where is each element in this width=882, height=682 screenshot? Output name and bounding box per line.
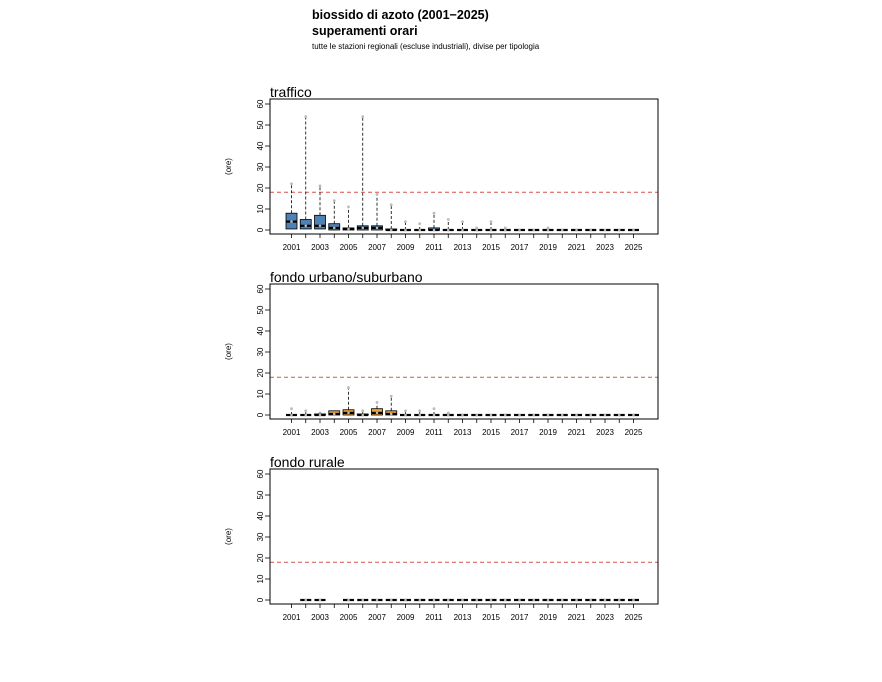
median-point <box>319 225 322 228</box>
median-point <box>618 599 621 602</box>
x-tick-label: 2005 <box>339 613 358 622</box>
median-point <box>447 599 450 602</box>
median-point <box>475 599 478 602</box>
box-2003 <box>315 599 326 602</box>
median-point <box>319 599 322 602</box>
box-2014 <box>471 599 482 602</box>
median-point <box>290 414 293 417</box>
median-point <box>333 227 336 230</box>
box-2015 <box>486 599 497 602</box>
median-point <box>418 414 421 417</box>
box-2018 <box>528 414 539 417</box>
y-tick-label: 50 <box>256 490 265 500</box>
median-point <box>532 414 535 417</box>
median-point <box>490 229 493 232</box>
median-point <box>304 414 307 417</box>
whisker-end-point <box>290 407 293 410</box>
box-2004 <box>329 411 340 415</box>
x-tick-label: 2013 <box>453 613 472 622</box>
x-tick-label: 2001 <box>282 428 301 437</box>
y-tick-label: 30 <box>256 347 265 357</box>
x-tick-label: 2015 <box>482 243 500 252</box>
box-2021 <box>571 229 582 232</box>
panel-title: fondo rurale <box>270 454 345 470</box>
x-tick-label: 2011 <box>425 428 443 437</box>
x-tick-label: 2017 <box>510 428 529 437</box>
median-point <box>589 229 592 232</box>
panel-1 <box>224 84 658 252</box>
y-tick-label: 40 <box>256 511 265 521</box>
y-axis-label: (ore) <box>224 343 233 360</box>
box-2009 <box>400 409 411 416</box>
box-2010 <box>414 222 425 231</box>
box-2025 <box>628 599 639 602</box>
y-tick-label: 0 <box>256 412 265 418</box>
box-2017 <box>514 414 525 417</box>
box-2015 <box>486 414 497 417</box>
median-point <box>575 229 578 232</box>
box-2022 <box>585 414 596 417</box>
median-point <box>390 229 393 232</box>
box-2012 <box>443 599 454 602</box>
box-2021 <box>571 599 582 602</box>
median-point <box>461 414 464 417</box>
median-point <box>475 229 478 232</box>
median-point <box>575 599 578 602</box>
median-point <box>347 228 350 231</box>
median-point <box>618 229 621 232</box>
box-body <box>300 220 311 229</box>
x-tick-label: 2003 <box>311 613 329 622</box>
whisker-end-point <box>404 409 407 412</box>
median-point <box>376 599 379 602</box>
median-point <box>490 414 493 417</box>
median-point <box>604 414 607 417</box>
x-tick-label: 2011 <box>425 243 443 252</box>
x-tick-label: 2019 <box>539 243 557 252</box>
x-tick-label: 2023 <box>596 243 614 252</box>
whisker-end-point <box>347 386 350 389</box>
median-point <box>547 229 550 232</box>
median-point <box>532 599 535 602</box>
median-point <box>561 599 564 602</box>
median-point <box>461 229 464 232</box>
box-2023 <box>600 229 611 232</box>
whisker-end-point <box>376 193 379 196</box>
x-tick-label: 2019 <box>539 428 557 437</box>
y-tick-label: 0 <box>256 227 265 233</box>
box-2023 <box>600 414 611 417</box>
plot-frame <box>270 284 658 419</box>
x-tick-label: 2013 <box>453 243 472 252</box>
box-2006 <box>357 599 368 602</box>
box-2015 <box>486 220 497 231</box>
median-point <box>418 599 421 602</box>
box-2024 <box>614 599 625 602</box>
box-2019 <box>543 227 554 232</box>
whisker-end-point <box>333 199 336 202</box>
box-2012 <box>443 412 454 417</box>
box-2016 <box>500 227 511 232</box>
median-point <box>504 599 507 602</box>
box-2023 <box>600 599 611 602</box>
x-tick-label: 2005 <box>339 243 358 252</box>
whisker-end-point <box>304 115 307 118</box>
median-point <box>604 599 607 602</box>
panel-title: fondo urbano/suburbano <box>270 269 423 285</box>
box-2007 <box>372 599 383 602</box>
box-2016 <box>500 599 511 602</box>
median-point <box>404 599 407 602</box>
x-tick-label: 2025 <box>624 428 643 437</box>
median-point <box>404 229 407 232</box>
x-tick-label: 2003 <box>311 243 329 252</box>
median-point <box>589 414 592 417</box>
box-2006 <box>357 115 368 230</box>
chart-subtitle: tutte le stazioni regionali (escluse industriali), divise per tipologia <box>312 42 540 51</box>
median-point <box>347 599 350 602</box>
box-2009 <box>400 220 411 231</box>
x-tick-label: 2017 <box>510 613 529 622</box>
whisker-end-point <box>319 185 322 188</box>
box-2006 <box>357 409 368 416</box>
y-tick-label: 30 <box>256 162 265 172</box>
box-2001 <box>286 182 297 229</box>
median-point <box>376 227 379 230</box>
median-point <box>376 412 379 415</box>
whisker-end-point <box>490 220 493 223</box>
y-tick-label: 40 <box>256 141 265 151</box>
median-point <box>361 414 364 417</box>
y-tick-label: 20 <box>256 553 265 563</box>
x-tick-label: 2011 <box>425 613 443 622</box>
box-2002 <box>300 115 311 229</box>
box-2013 <box>457 414 468 417</box>
whisker-end-point <box>361 409 364 412</box>
box-2004 <box>329 199 340 230</box>
whisker-end-point <box>376 401 379 404</box>
y-tick-label: 20 <box>256 183 265 193</box>
median-point <box>290 220 293 223</box>
median-point <box>632 599 635 602</box>
median-point <box>361 227 364 230</box>
box-2008 <box>386 599 397 602</box>
x-tick-label: 2015 <box>482 613 500 622</box>
y-tick-label: 50 <box>256 305 265 315</box>
panel-3 <box>224 454 658 622</box>
box-2013 <box>457 599 468 602</box>
box-2011 <box>429 212 440 232</box>
box-2018 <box>528 229 539 232</box>
box-2014 <box>471 227 482 232</box>
y-tick-label: 60 <box>256 284 265 294</box>
box-2022 <box>585 229 596 232</box>
median-point <box>418 229 421 232</box>
box-2020 <box>557 414 568 417</box>
x-tick-label: 2007 <box>368 428 386 437</box>
box-2014 <box>471 414 482 417</box>
x-tick-label: 2005 <box>339 428 358 437</box>
x-tick-label: 2009 <box>396 243 415 252</box>
box-2021 <box>571 414 582 417</box>
x-tick-label: 2015 <box>482 428 500 437</box>
x-tick-label: 2023 <box>596 428 614 437</box>
median-point <box>447 229 450 232</box>
y-tick-label: 40 <box>256 326 265 336</box>
median-point <box>518 414 521 417</box>
median-point <box>390 599 393 602</box>
box-2002 <box>300 409 311 416</box>
chart-title-line-2: superamenti orari <box>312 24 418 38</box>
median-point <box>433 229 436 232</box>
y-tick-label: 10 <box>256 204 265 214</box>
panel-2 <box>224 269 658 437</box>
whisker-end-point <box>418 409 421 412</box>
x-tick-label: 2003 <box>311 428 329 437</box>
y-tick-label: 20 <box>256 368 265 378</box>
median-point <box>433 414 436 417</box>
median-point <box>475 414 478 417</box>
median-point <box>632 414 635 417</box>
x-tick-label: 2009 <box>396 428 415 437</box>
median-point <box>518 229 521 232</box>
box-2003 <box>315 185 326 229</box>
box-2019 <box>543 414 554 417</box>
y-tick-label: 10 <box>256 574 265 584</box>
whisker-end-point <box>361 115 364 118</box>
y-tick-label: 60 <box>256 469 265 479</box>
whisker-end-point <box>433 212 436 215</box>
plot-frame <box>270 99 658 234</box>
median-point <box>532 229 535 232</box>
median-point <box>575 414 578 417</box>
whisker-end-point <box>290 182 293 185</box>
median-point <box>433 599 436 602</box>
median-point <box>518 599 521 602</box>
box-2002 <box>300 599 311 602</box>
median-point <box>447 414 450 417</box>
whisker-end-point <box>390 203 393 206</box>
median-point <box>333 413 336 416</box>
median-point <box>547 599 550 602</box>
y-tick-label: 30 <box>256 532 265 542</box>
x-tick-label: 2009 <box>396 613 415 622</box>
median-point <box>390 413 393 416</box>
x-tick-label: 2025 <box>624 613 643 622</box>
median-point <box>604 229 607 232</box>
x-tick-label: 2007 <box>368 613 386 622</box>
box-2010 <box>414 409 425 416</box>
y-tick-label: 0 <box>256 597 265 603</box>
x-tick-label: 2017 <box>510 243 529 252</box>
median-point <box>504 414 507 417</box>
x-tick-label: 2021 <box>567 613 586 622</box>
box-2001 <box>286 407 297 416</box>
box-2016 <box>500 414 511 417</box>
whisker-end-point <box>404 220 407 223</box>
box-2005 <box>343 206 354 231</box>
box-2020 <box>557 229 568 232</box>
box-2005 <box>343 599 354 602</box>
y-tick-label: 60 <box>256 99 265 109</box>
box-2017 <box>514 599 525 602</box>
x-tick-label: 2025 <box>624 243 643 252</box>
median-point <box>304 599 307 602</box>
x-tick-label: 2001 <box>282 243 301 252</box>
median-point <box>319 414 322 417</box>
median-point <box>361 599 364 602</box>
panel-title: traffico <box>270 84 312 100</box>
x-tick-label: 2023 <box>596 613 614 622</box>
median-point <box>618 414 621 417</box>
box-2007 <box>372 401 383 415</box>
whisker-end-point <box>304 409 307 412</box>
x-tick-label: 2001 <box>282 613 301 622</box>
median-point <box>461 599 464 602</box>
y-tick-label: 10 <box>256 389 265 399</box>
median-point <box>589 599 592 602</box>
box-2019 <box>543 599 554 602</box>
whisker-end-point <box>390 395 393 398</box>
median-point <box>561 229 564 232</box>
box-2024 <box>614 229 625 232</box>
whisker-end-point <box>461 220 464 223</box>
box-2011 <box>429 407 440 416</box>
whisker-end-point <box>433 407 436 410</box>
box-2022 <box>585 599 596 602</box>
box-2020 <box>557 599 568 602</box>
plot-frame <box>270 469 658 604</box>
box-2007 <box>372 193 383 230</box>
whisker-end-point <box>447 218 450 221</box>
whisker-end-point <box>418 222 421 225</box>
box-2025 <box>628 229 639 232</box>
x-tick-label: 2019 <box>539 613 557 622</box>
y-tick-label: 50 <box>256 120 265 130</box>
box-2025 <box>628 414 639 417</box>
box-2013 <box>457 220 468 231</box>
box-2018 <box>528 599 539 602</box>
box-2008 <box>386 395 397 416</box>
x-tick-label: 2013 <box>453 428 472 437</box>
box-2005 <box>343 386 354 415</box>
box-2008 <box>386 203 397 231</box>
box-2012 <box>443 218 454 231</box>
median-point <box>561 414 564 417</box>
y-axis-label: (ore) <box>224 528 233 545</box>
box-2010 <box>414 599 425 602</box>
box-2009 <box>400 599 411 602</box>
box-2011 <box>429 599 440 602</box>
median-point <box>304 225 307 228</box>
y-axis-label: (ore) <box>224 158 233 175</box>
x-tick-label: 2007 <box>368 243 386 252</box>
x-tick-label: 2021 <box>567 428 586 437</box>
median-point <box>347 412 350 415</box>
whisker-end-point <box>347 206 350 209</box>
median-point <box>490 599 493 602</box>
chart-title-line-1: biossido di azoto (2001−2025) <box>312 8 489 22</box>
box-2017 <box>514 229 525 232</box>
box-2003 <box>315 412 326 417</box>
median-point <box>404 414 407 417</box>
box-2024 <box>614 414 625 417</box>
median-point <box>547 414 550 417</box>
x-tick-label: 2021 <box>567 243 586 252</box>
median-point <box>504 229 507 232</box>
median-point <box>632 229 635 232</box>
